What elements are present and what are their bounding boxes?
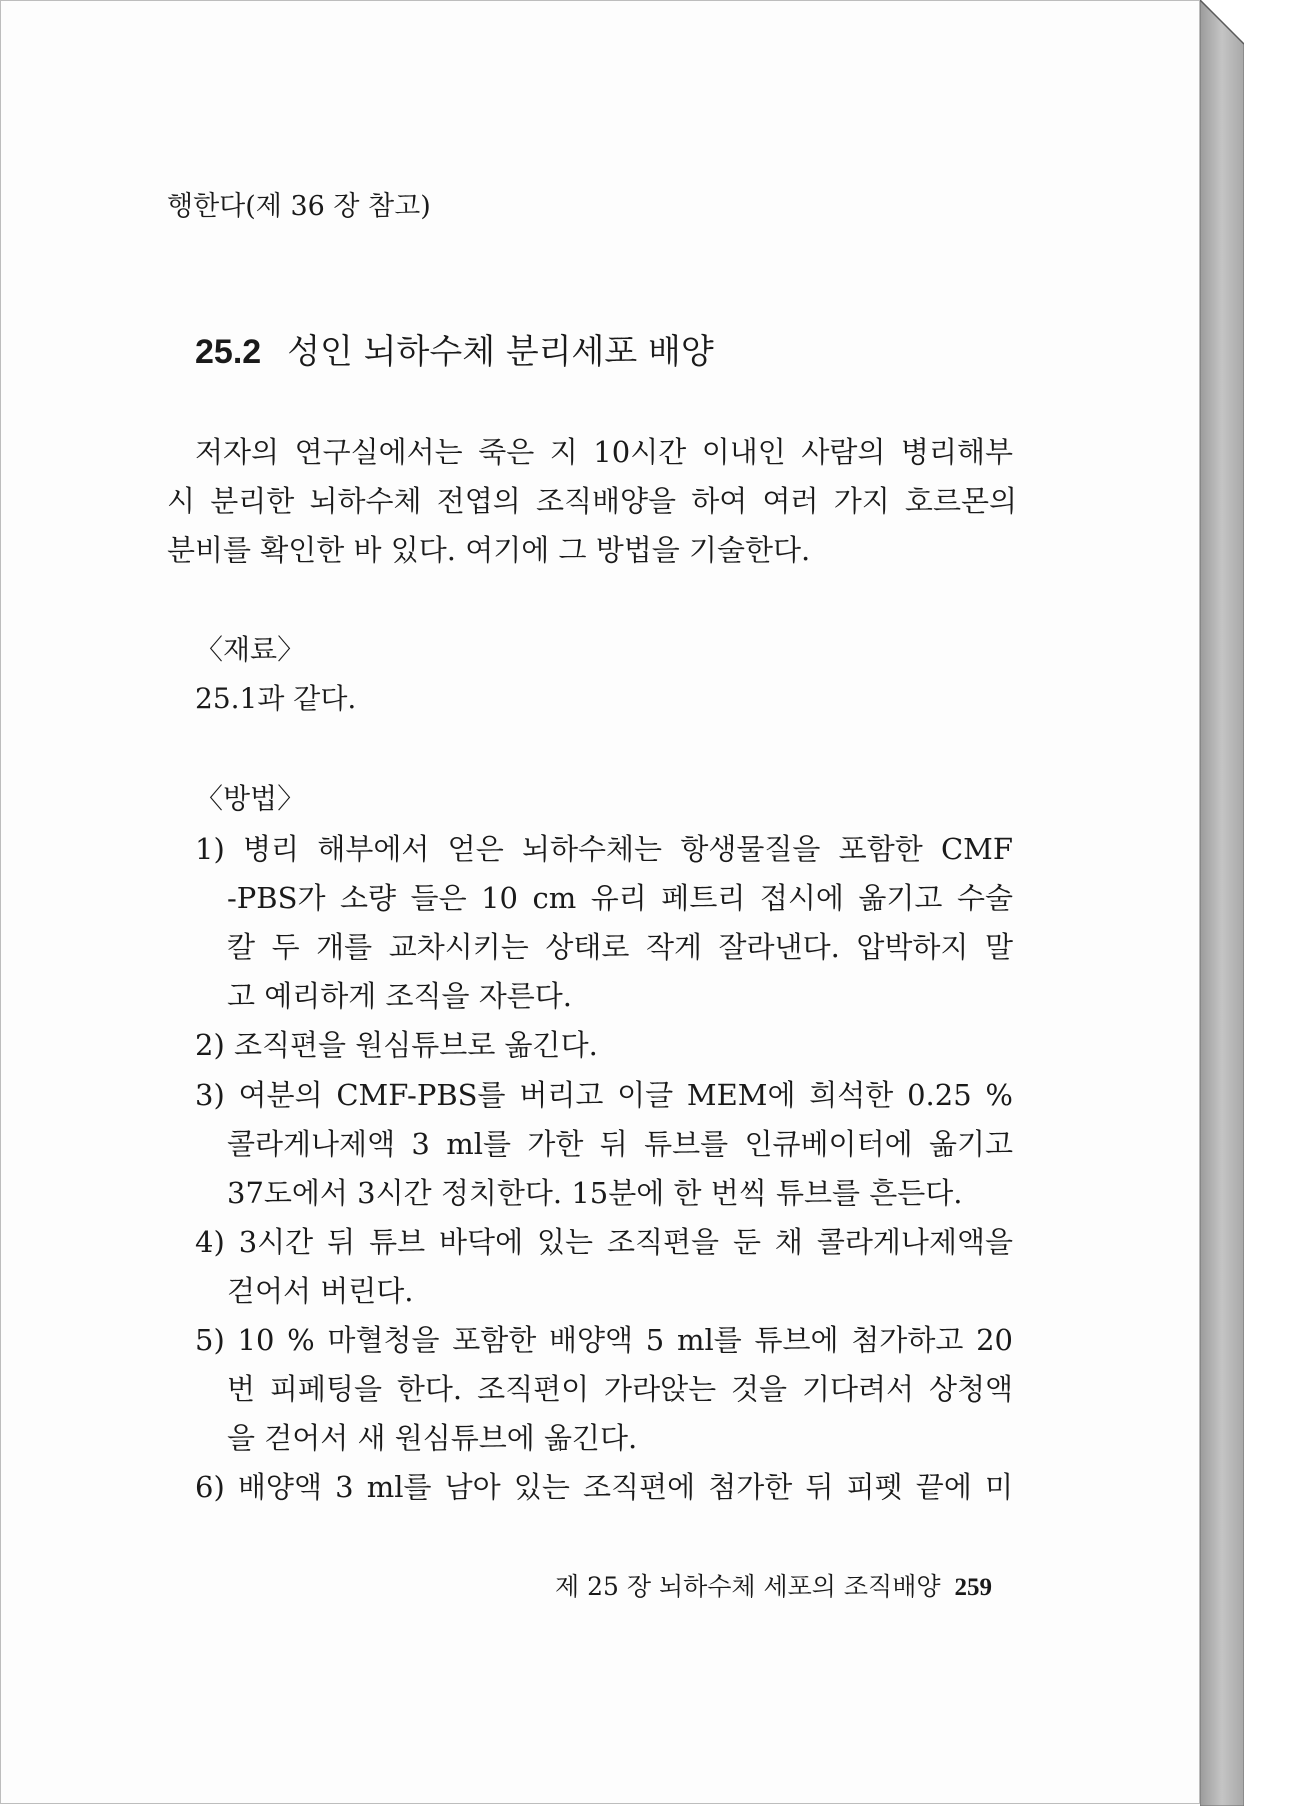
method-step-line: 을 걷어서 새 원심튜브에 옮긴다. xyxy=(227,1421,638,1455)
method-step-line: -PBS가 소량 들은 10 cm 유리 페트리 접시에 옮기고 수술 xyxy=(227,881,1013,915)
section-number: 25.2 xyxy=(195,333,262,371)
section-heading xyxy=(195,332,714,372)
method-step-line: 37도에서 3시간 정치한다. 15분에 한 번씩 튜브를 흔든다. xyxy=(227,1176,963,1210)
method-step-line: 1) 병리 해부에서 얻은 뇌하수체는 항생물질을 포함한 CMF xyxy=(195,832,1013,866)
materials-label: 〈재료〉 xyxy=(195,633,306,666)
page-footer xyxy=(555,1574,992,1600)
method-step-line: 4) 3시간 뒤 튜브 바닥에 있는 조직편을 둔 채 콜라게나제액을 xyxy=(195,1225,1013,1259)
methods-label: 〈방법〉 xyxy=(195,782,306,815)
materials-text: 25.1과 같다. xyxy=(195,682,357,715)
intro-line: 저자의 연구실에서는 죽은 지 10시간 이내인 사람의 병리해부 xyxy=(195,435,1013,469)
footer-chapter: 제 25 장 뇌하수체 세포의 조직배양 xyxy=(555,1572,941,1601)
method-step-line: 칼 두 개를 교차시키는 상태로 작게 잘라낸다. 압박하지 말 xyxy=(227,930,1013,964)
method-step-line: 걷어서 버린다. xyxy=(227,1274,414,1308)
section-title: 성인 뇌하수체 분리세포 배양 xyxy=(287,332,714,372)
method-step-line: 고 예리하게 조직을 자른다. xyxy=(227,979,573,1013)
intro-line: 분비를 확인한 바 있다. 여기에 그 방법을 기술한다. xyxy=(167,533,811,567)
page-number: 259 xyxy=(954,1574,992,1601)
method-step-line: 6) 배양액 3 ml를 남아 있는 조직편에 첨가한 뒤 피펫 끝에 미 xyxy=(195,1470,1013,1504)
method-step-line: 콜라게나제액 3 ml를 가한 뒤 튜브를 인큐베이터에 옮기고 xyxy=(227,1127,1013,1161)
running-continuation: 행한다(제 36 장 참고) xyxy=(167,191,431,222)
method-step-line: 2) 조직편을 원심튜브로 옮긴다. xyxy=(195,1028,598,1062)
method-step-line: 번 피페팅을 한다. 조직편이 가라앉는 것을 기다려서 상청액 xyxy=(227,1372,1013,1406)
intro-line: 시 분리한 뇌하수체 전엽의 조직배양을 하여 여러 가지 호르몬의 xyxy=(167,484,1017,518)
method-step-line: 3) 여분의 CMF-PBS를 버리고 이글 MEM에 희석한 0.25 % xyxy=(195,1078,1013,1112)
method-step-line: 5) 10 % 마혈청을 포함한 배양액 5 ml를 튜브에 첨가하고 20 xyxy=(195,1323,1013,1357)
book-edge xyxy=(1200,0,1244,1806)
